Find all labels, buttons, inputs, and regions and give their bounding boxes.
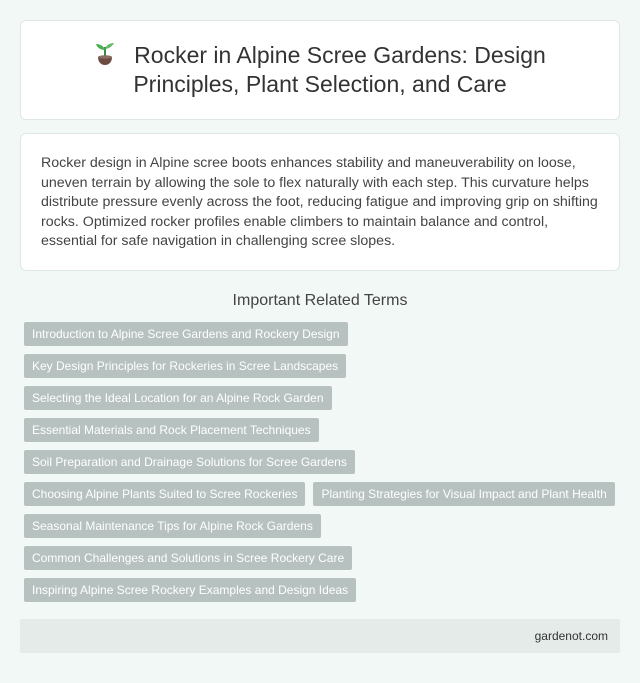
term-tag[interactable]: Introduction to Alpine Scree Gardens and Rockery Design: [24, 322, 348, 346]
term-tag[interactable]: Inspiring Alpine Scree Rockery Examples and Design Ideas: [24, 578, 356, 602]
sprout-icon: [94, 42, 116, 66]
term-tag[interactable]: Key Design Principles for Rockeries in Scree Landscapes: [24, 354, 346, 378]
related-terms-heading: Important Related Terms: [232, 292, 408, 309]
term-tag[interactable]: Soil Preparation and Drainage Solutions for Scree Gardens: [24, 450, 355, 474]
term-tag[interactable]: Seasonal Maintenance Tips for Alpine Rock Gardens: [24, 514, 321, 538]
related-terms-list: [20, 322, 620, 610]
term-tag[interactable]: Essential Materials and Rock Placement Techniques: [24, 418, 319, 442]
term-tag[interactable]: Choosing Alpine Plants Suited to Scree Rockeries: [24, 482, 305, 506]
description-card: [20, 133, 620, 271]
page-title: [51, 41, 589, 99]
term-tag[interactable]: Selecting the Ideal Location for an Alpine Rock Garden: [24, 386, 332, 410]
page-title-text: Rocker in Alpine Scree Gardens: Design Principles, Plant Selection, and Care: [133, 42, 546, 97]
term-tag[interactable]: Common Challenges and Solutions in Scree Rockery Care: [24, 546, 352, 570]
description-text: Rocker design in Alpine scree boots enhances stability and maneuverability on loose, uneven terrain by allowing the sole to flex naturally with each step. This curvature helps distribute pressure evenly across the foot, reducing fatigue and improving grip on shifting rocks. Optimized rocker profiles enable climbers to maintain balance and control, essential for safe navigation in challenging scree slopes.: [41, 155, 598, 250]
footer: [20, 619, 620, 653]
title-card: [20, 20, 620, 120]
term-tag[interactable]: Planting Strategies for Visual Impact and Plant Health: [313, 482, 614, 506]
footer-site-link[interactable]: gardenot.com: [534, 629, 608, 643]
